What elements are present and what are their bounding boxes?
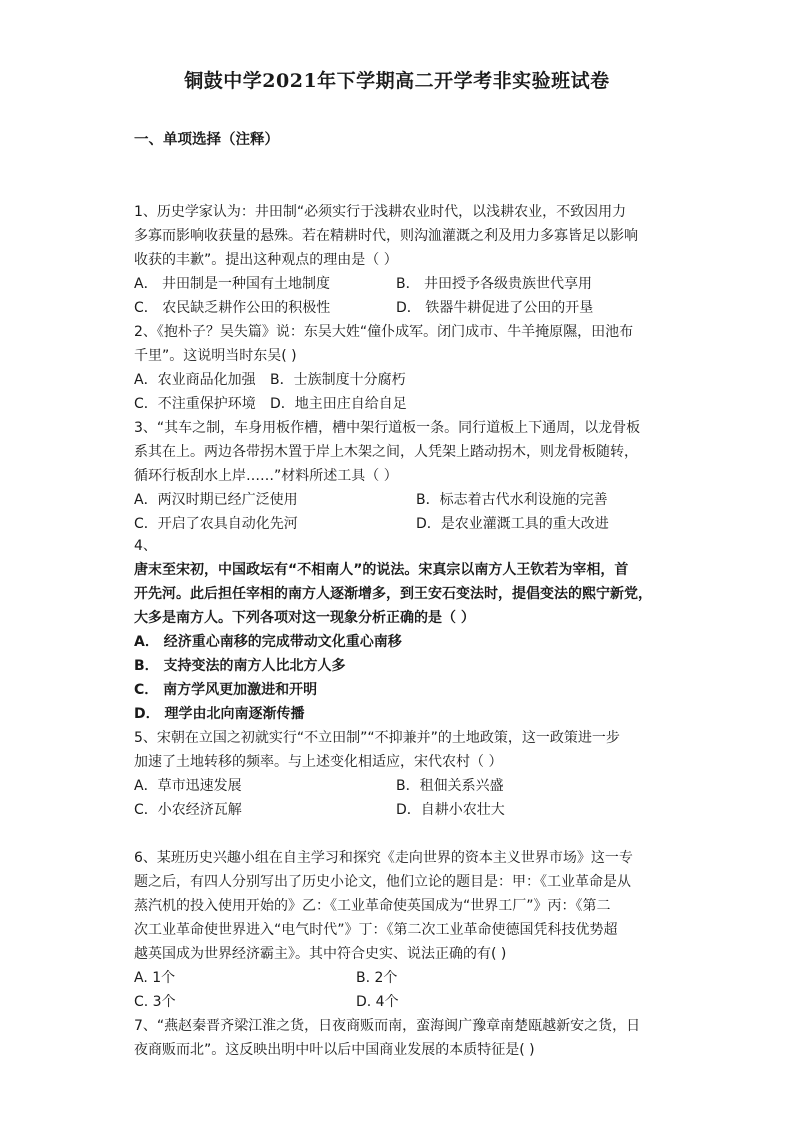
question-7-line-1: 7、“燕赵秦晋齐梁江淮之货，日夜商贩而南，蛮海闽广豫章南楚瓯越新安之货，日 — [134, 1018, 641, 1034]
question-1-line-1: 1、历史学家认为：井田制“必须实行于浅耕农业时代，以浅耕农业，不致因用力 — [134, 204, 627, 220]
question-7 — [134, 1014, 664, 1062]
question-2-line-1: 2、《抱朴子？吴失篇》说：东吴大姓“僮仆成军。闭门成市、牛羊掩原隰，田池布 — [134, 324, 634, 340]
question-1-option-c: C． 农民缺乏耕作公田的积极性 — [134, 300, 331, 316]
question-3-line-3: 循环行板刮水上岸……”材料所述工具（ ） — [134, 468, 398, 484]
question-1-line-3: 收获的丰歉”。提出这种观点的理由是（ ） — [134, 252, 398, 268]
question-3-options-row-2 — [134, 512, 664, 536]
question-3 — [134, 416, 664, 536]
question-6-option-b: B. 2个 — [356, 970, 398, 986]
question-1-option-d: D． 铁器牛耕促进了公田的开垦 — [396, 300, 594, 316]
exam-title: 铜鼓中学2021年下学期高二开学考非实验班试卷 — [184, 70, 610, 92]
question-6-option-d: D. 4个 — [356, 994, 399, 1010]
question-6-options-row-1 — [134, 966, 664, 990]
question-4-line-3: 大多是南方人。下列各项对这一现象分析正确的是（ ） — [134, 610, 475, 626]
question-6 — [134, 846, 664, 1014]
question-5-options-row-1 — [134, 774, 664, 798]
question-3-option-b: B．标志着古代水利设施的完善 — [416, 492, 608, 508]
question-6-option-c: C. 3个 — [134, 994, 176, 1010]
question-7-line-2: 夜商贩而北”。这反映出明中叶以后中国商业发展的本质特征是( ) — [134, 1042, 535, 1058]
question-4-option-a: A． 经济重心南移的完成带动文化重心南移 — [134, 634, 402, 650]
question-1-option-b: B． 井田授予各级贵族世代享用 — [396, 276, 593, 292]
question-5-line-2: 加速了土地转移的频率。与上述变化相适应，宋代农村（ ） — [134, 754, 503, 770]
question-4-option-d: D． 理学由北向南逐渐传播 — [134, 706, 305, 722]
question-2-option-d: D．地主田庄自给自足 — [270, 396, 407, 412]
question-3-line-2: 系其在上。两边各带拐木置于岸上木架之间，人凭架上踏动拐木，则龙骨板随转， — [134, 444, 638, 460]
question-2-options-row-1 — [134, 368, 664, 392]
question-4-line-2: 开先河。此后担任宰相的南方人逐渐增多，到王安石变法时，提倡变法的熙宁新党， — [134, 586, 652, 602]
question-6-line-4: 次工业革命使世界进入“电气时代”》丁：《第二次工业革命使德国凭科技优势超 — [134, 922, 618, 938]
question-3-options-row-1 — [134, 488, 664, 512]
question-5-option-b: B．租佃关系兴盛 — [396, 778, 504, 794]
question-4-option-c: C． 南方学风更加激进和开明 — [134, 682, 318, 698]
question-5-option-d: D．自耕小农壮大 — [396, 802, 505, 818]
question-2-line-2: 千里”。这说明当时东吴( ) — [134, 348, 297, 364]
question-3-option-d: D．是农业灌溉工具的重大改进 — [416, 516, 609, 532]
question-6-line-1: 6、某班历史兴趣小组在自主学习和探究《走向世界的资本主义世界市场》这一专 — [134, 850, 633, 866]
question-6-line-5: 越英国成为世界经济霸主》。其中符合史实、说法正确的有( ) — [134, 946, 507, 962]
question-2 — [134, 320, 664, 416]
question-2-options-row-2 — [134, 392, 664, 416]
question-4-number: 4、 — [134, 538, 157, 554]
question-1-option-a: A． 井田制是一种国有土地制度 — [134, 276, 331, 292]
question-1 — [134, 200, 664, 320]
question-4-line-1: 唐末至宋初，中国政坛有“不相南人”的说法。宋真宗以南方人王钦若为宰相，首 — [134, 562, 629, 578]
question-5-option-c: C．小农经济瓦解 — [134, 802, 242, 818]
question-6-options-row-2 — [134, 990, 664, 1014]
question-2-option-c: C．不注重保护环境 — [134, 396, 256, 412]
question-6-option-a: A. 1个 — [134, 970, 176, 986]
question-2-option-b: B．士族制度十分腐朽 — [270, 372, 406, 388]
question-5-option-a: A．草市迅速发展 — [134, 778, 242, 794]
question-5 — [134, 726, 664, 822]
question-2-option-a: A．农业商品化加强 — [134, 372, 256, 388]
question-1-line-2: 多寡而影响收获量的悬殊。若在精耕时代，则沟洫灌溉之利及用力多寡皆足以影响 — [134, 228, 638, 244]
question-3-option-a: A．两汉时期已经广泛使用 — [134, 492, 298, 508]
question-1-options-row-2 — [134, 296, 664, 320]
question-1-options-row-1 — [134, 272, 664, 296]
question-5-options-row-2 — [134, 798, 664, 822]
question-4 — [134, 534, 664, 726]
question-3-line-1: 3、“其车之制，车身用板作槽，槽中架行道板一条。同行道板上下通周，以龙骨板 — [134, 420, 641, 436]
question-6-line-3: 蒸汽机的投入使用开始的》乙：《工业革命使英国成为“世界工厂”》丙：《第二 — [134, 898, 611, 914]
question-5-line-1: 5、宋朝在立国之初就实行“不立田制”“不抑兼并”的土地政策，这一政策进一步 — [134, 730, 620, 746]
question-6-line-2: 题之后，有四人分别写出了历史小论文，他们立论的题目是：甲：《工业革命是从 — [134, 874, 631, 890]
section-heading: 一、单项选择（注释） — [134, 132, 279, 148]
question-4-option-b: B． 支持变法的南方人比北方人多 — [134, 658, 346, 674]
question-3-option-c: C．开启了农具自动化先河 — [134, 516, 298, 532]
